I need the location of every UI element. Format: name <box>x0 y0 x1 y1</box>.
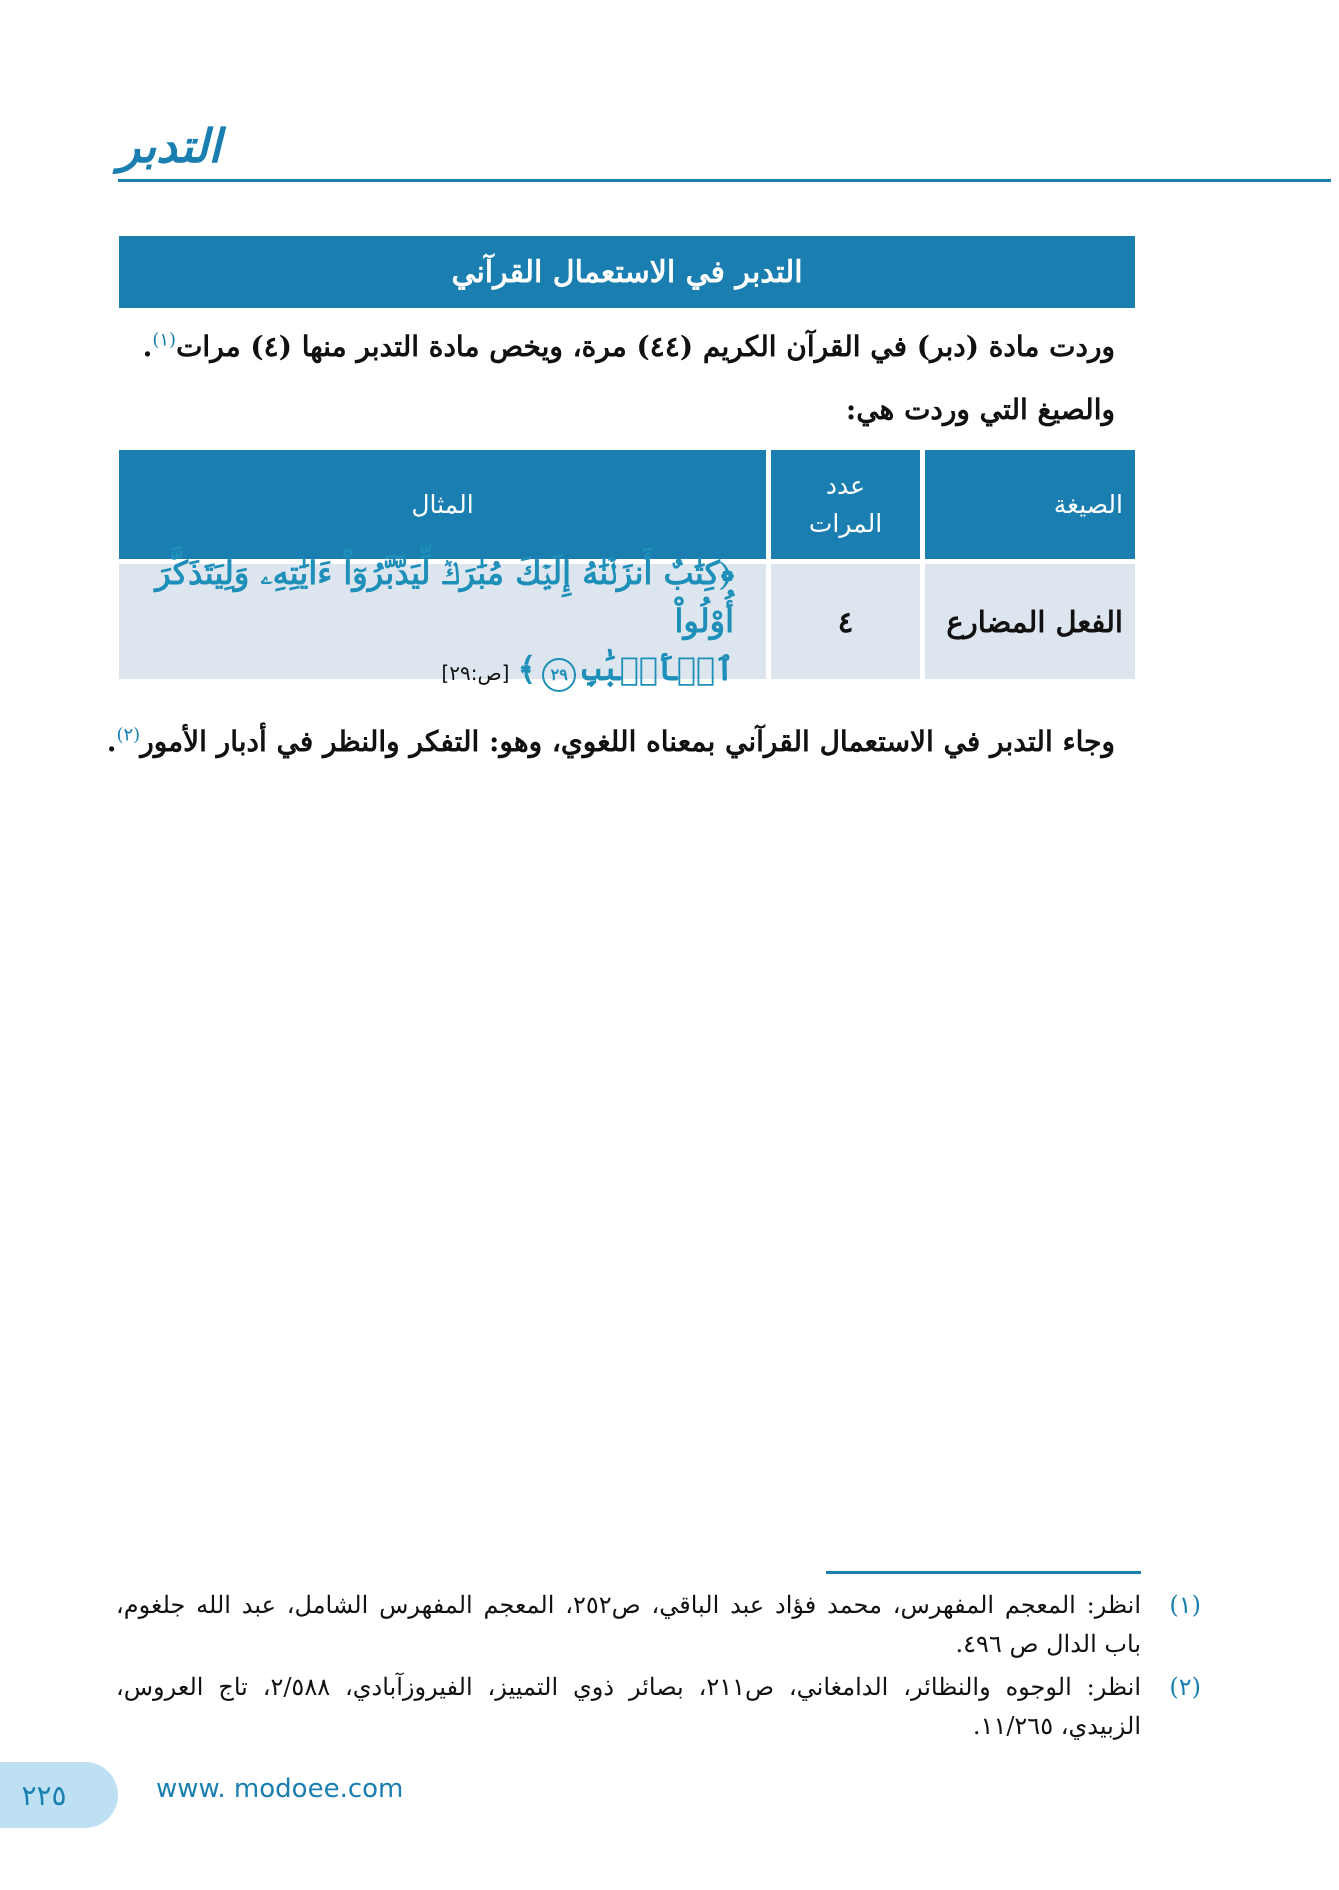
header-count-line1: عدد <box>825 470 866 500</box>
footnote-rule <box>826 1571 1141 1574</box>
section-title: التدبر في الاستعمال القرآني <box>451 254 803 290</box>
row-example <box>119 553 766 688</box>
footnote-1-text: انظر: المعجم المفهرس، محمد فؤاد عبد الباقي، ص٢٥٢، المعجم المفهرس الشامل، عبد الله جلغوم، باب الدال ص ٤٩٦. <box>116 1591 1141 1658</box>
page-number <box>0 1762 118 1828</box>
verse-line-2-text: ٱلۡأَلۡبَٰبِ <box>582 649 734 688</box>
website-link[interactable]: www. modoee.com <box>156 1774 404 1804</box>
footnote-ref-2[interactable]: (٢) <box>116 724 141 746</box>
running-header-title: التدبر <box>118 119 222 173</box>
header-form-label: الصيغة <box>1053 490 1123 519</box>
footnote-2 <box>116 1668 1201 1746</box>
footnote-ref-1[interactable]: (١) <box>152 329 177 351</box>
row-count-text: ٤ <box>837 604 854 639</box>
forms-intro-paragraph: والصيغ التي وردت هي: <box>845 393 1115 426</box>
header-count <box>771 450 920 559</box>
footnote-1 <box>116 1586 1201 1664</box>
verse-reference: [ص:٢٩] <box>441 660 510 685</box>
verse-close: ﴾ <box>517 649 537 688</box>
footnote-2-number: (٢) <box>1169 1673 1201 1701</box>
verse-line-2 <box>129 645 734 697</box>
header-count-line2: المرات <box>808 508 883 538</box>
section-title-bar <box>119 236 1135 308</box>
intro-text: وردت مادة (دبر) في القرآن الكريم (٤٤) مرة، ويخص مادة التدبر منها (٤) مرات <box>176 330 1115 363</box>
header-example-label: المثال <box>411 490 474 519</box>
footnote-2-text: انظر: الوجوه والنظائر، الدامغاني، ص٢١١، بصائر ذوي التمييز، الفيروزآبادي، ٢/٥٨٨، تاج العروس، الزبيدي، ١١/٢٦٥. <box>116 1673 1142 1740</box>
header-example <box>119 450 766 559</box>
footnote-1-number: (١) <box>1169 1591 1201 1619</box>
row-form <box>925 564 1135 679</box>
meaning-period: . <box>106 725 117 758</box>
forms-table <box>119 450 1135 688</box>
header-rule <box>118 179 1331 182</box>
meaning-paragraph <box>106 720 1115 764</box>
header-form <box>925 450 1135 559</box>
intro-paragraph <box>115 325 1115 369</box>
meaning-text: وجاء التدبر في الاستعمال القرآني بمعناه اللغوي، وهو: التفكر والنظر في أدبار الأمور <box>140 725 1115 758</box>
ayah-number-icon: ٢٩ <box>542 658 576 692</box>
row-count <box>771 564 920 679</box>
intro-period: . <box>142 330 153 363</box>
verse-line-1: ﴿كِتَٰبٌ أَنزَلۡنَٰهُ إِلَيۡكَ مُبَٰرَكٞ لِّيَدَّبَّرُوٓاْ ءَايَٰتِهِۦ وَلِيَتَذَكَّرَ أُوْلُواْ <box>155 553 734 640</box>
row-form-text: الفعل المضارع <box>946 604 1123 639</box>
page-number-text: ٢٢٥ <box>21 1778 67 1812</box>
